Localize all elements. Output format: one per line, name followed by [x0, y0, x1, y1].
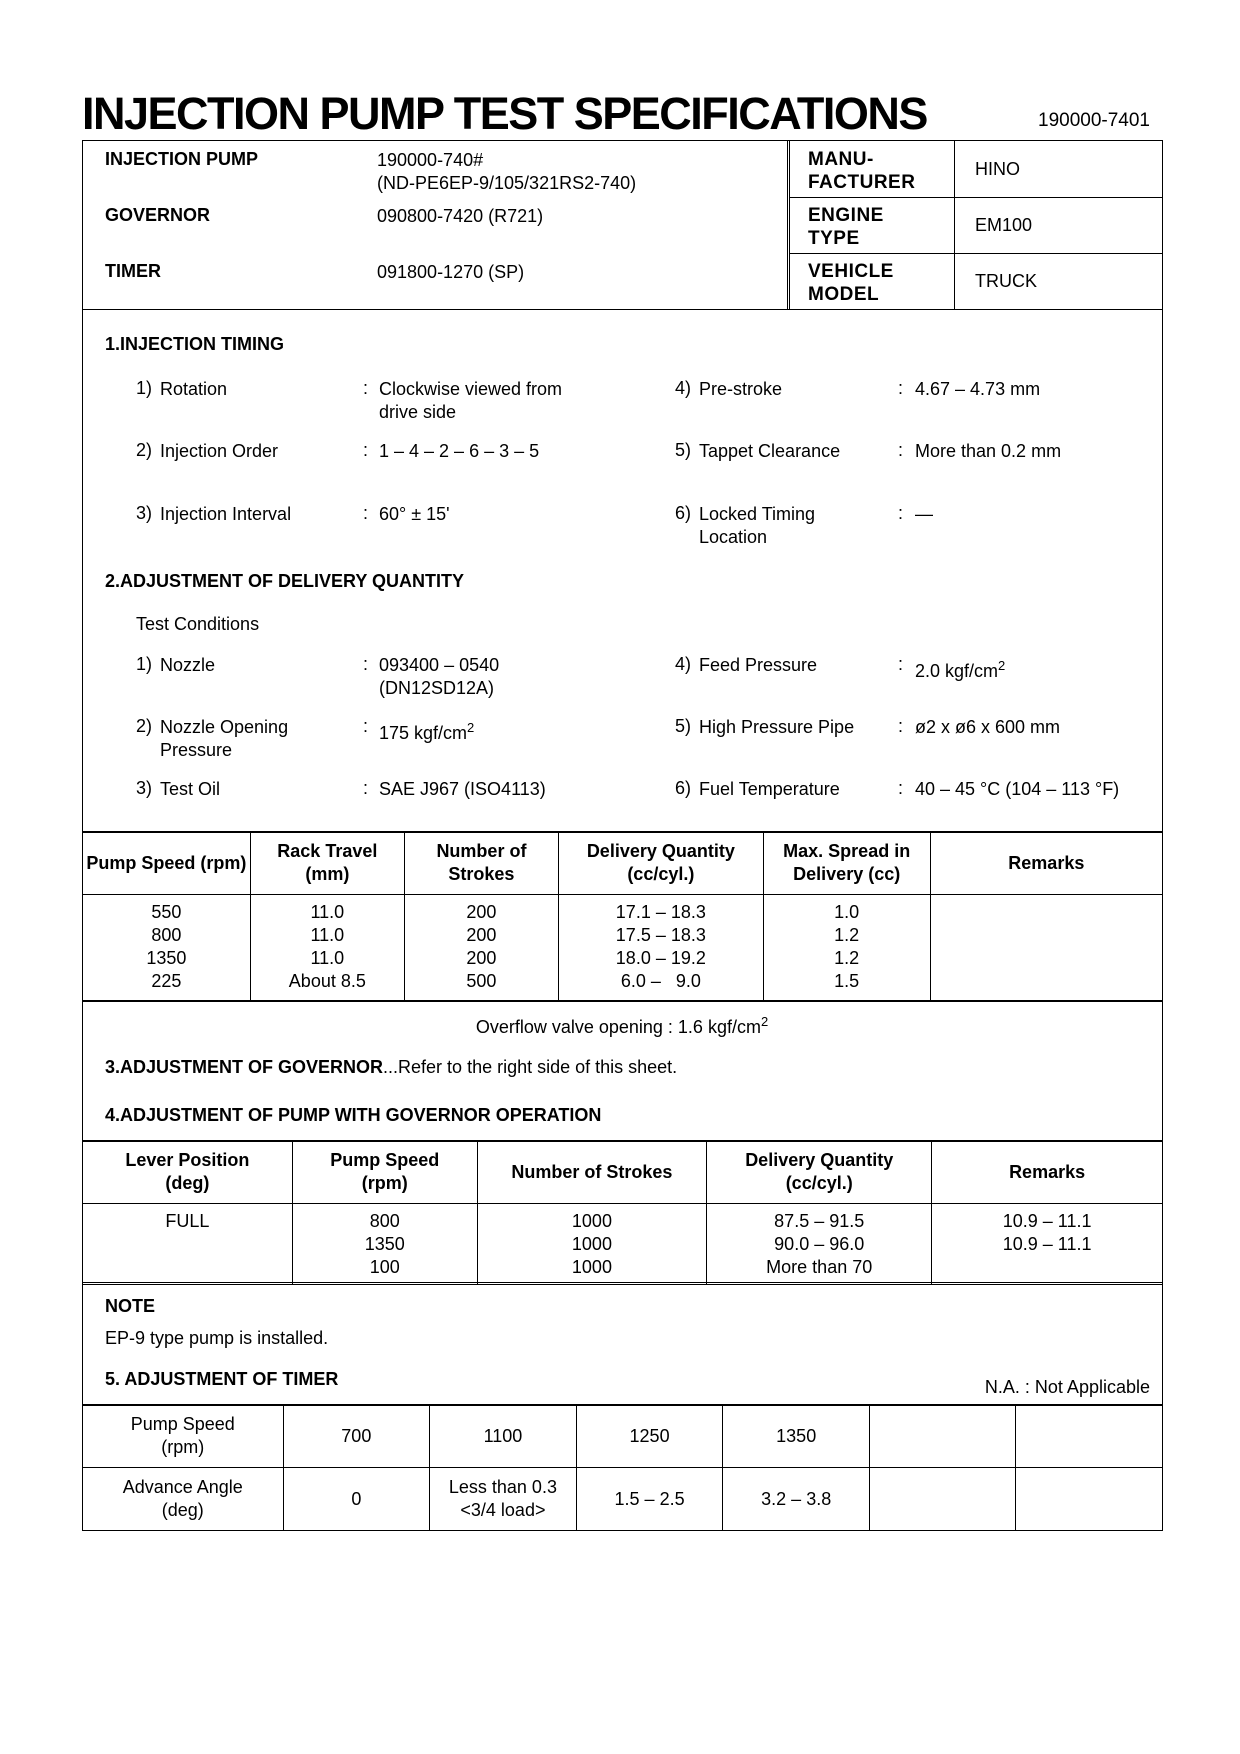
delivery-table-cell-line: 200 [466, 902, 497, 922]
item-label-line: Tappet Clearance [699, 441, 841, 461]
delivery-table-cell-line: 11.0 [310, 948, 345, 968]
delivery-table-cell-line: 1.0 [834, 902, 860, 922]
item-value-text: 2.0 kgf/cm [915, 661, 999, 681]
delivery-table-header-line: Max. Spread in [783, 841, 911, 861]
item-value-text: SAE J967 (ISO4113) [379, 779, 546, 799]
delivery-table-cell-line: About 8.5 [288, 971, 366, 991]
item-number: 3) [136, 778, 153, 798]
timer-cell-line: 0 [351, 1488, 362, 1509]
header-value-line: 090800-7420 (R721) [377, 206, 544, 226]
governor-table-cell-line: 1000 [571, 1234, 612, 1254]
item-label-line: Test Oil [160, 779, 221, 799]
governor-table-cell-line: 10.9 – 11.1 [1002, 1211, 1092, 1231]
header-rule-2 [790, 253, 1163, 254]
timer-cell-line: 1350 [776, 1425, 817, 1446]
delivery-table-cell-line: 18.0 – 19.2 [615, 948, 706, 968]
header-divider [787, 141, 790, 309]
delivery-table-cell-line: 1.2 [834, 925, 860, 945]
delivery-table-cell-line: 17.1 – 18.3 [615, 902, 706, 922]
header-box [82, 140, 1163, 310]
delivery-table-cell [930, 895, 1162, 1002]
header-right-label [808, 204, 884, 250]
item-number: 1) [136, 378, 153, 398]
overflow-valve-text [83, 1014, 1161, 1038]
delivery-table-cell [763, 895, 930, 1002]
governor-table-header [932, 1141, 1163, 1204]
header-right-label-line: MANU- [808, 149, 874, 170]
delivery-table-header [404, 832, 558, 895]
timer-cell-line: 1.5 – 2.5 [614, 1488, 685, 1509]
item-value-line [915, 503, 933, 526]
item-label-line: Locked Timing [699, 504, 816, 524]
item-value-text: 1 – 4 – 2 – 6 – 3 – 5 [379, 441, 540, 461]
header-right-value: HINO [975, 159, 1020, 179]
timer-cell [283, 1405, 430, 1468]
delivery-table-header-line: Remarks [1008, 852, 1085, 873]
item-label-line: Injection Order [160, 441, 279, 461]
item-label [699, 778, 840, 801]
item-number: 3) [136, 503, 153, 523]
delivery-table-cell-line: 225 [151, 971, 182, 991]
governor-table-header-line: Delivery Quantity [745, 1150, 894, 1170]
item-colon: : [363, 503, 369, 523]
item-label [160, 503, 291, 526]
section-box-3-4 [82, 1000, 1163, 1142]
item-label [699, 503, 815, 549]
governor-table-header-line: (cc/cyl.) [785, 1173, 853, 1193]
governor-table-header-line: Pump Speed [330, 1150, 440, 1170]
section-box-1-2 [82, 309, 1163, 833]
item-value-text: — [915, 504, 933, 524]
note-heading: NOTE [105, 1296, 156, 1316]
delivery-table-header-line: Strokes [448, 864, 515, 884]
delivery-table-header [763, 832, 930, 895]
governor-table-header-line: (rpm) [361, 1173, 408, 1193]
item-value-line [379, 378, 562, 401]
item-label-line: Feed Pressure [699, 655, 818, 675]
item-value-text: Clockwise viewed from [379, 379, 563, 399]
header-right-value: TRUCK [975, 271, 1037, 291]
governor-table-cell-line: 1350 [364, 1234, 405, 1254]
item-value-line [915, 378, 1040, 401]
delivery-table-header-line: Delivery (cc) [793, 864, 901, 884]
delivery-table-header-line: Pump Speed (rpm) [86, 852, 247, 873]
governor-table-header-line: Remarks [1009, 1161, 1086, 1182]
timer-cell [870, 1405, 1016, 1468]
timer-cell [576, 1468, 723, 1531]
header-divider-2 [954, 141, 955, 309]
item-label-line: Rotation [160, 379, 228, 399]
delivery-table-cell-line: 1.5 [834, 971, 860, 991]
item-label [699, 654, 817, 677]
header-right-label-line: TYPE [808, 228, 860, 249]
item-value [379, 716, 474, 745]
delivery-table-header-line: (cc/cyl.) [627, 864, 695, 884]
governor-table-cell [932, 1204, 1163, 1285]
delivery-table-cell-line: 550 [151, 902, 182, 922]
item-value [915, 440, 1061, 463]
header-right-label-line: VEHICLE [808, 261, 894, 282]
section3-text: ...Refer to the right side of this sheet. [383, 1057, 678, 1077]
delivery-table-header [250, 832, 404, 895]
section5-heading: 5. ADJUSTMENT OF TIMER [105, 1369, 339, 1389]
governor-table-header [477, 1141, 707, 1204]
item-colon: : [363, 778, 369, 798]
item-value-line [915, 440, 1061, 463]
governor-table-cell [477, 1204, 707, 1285]
timer-row-label-line: Advance Angle [122, 1477, 243, 1497]
timer-row-label-line: (deg) [161, 1500, 204, 1520]
header-label: GOVERNOR [105, 205, 211, 225]
header-value-line: (ND-PE6EP-9/105/321RS2-740) [377, 173, 637, 193]
header-right-label-line: FACTURER [808, 172, 916, 193]
item-label [160, 378, 227, 401]
item-number: 1) [136, 654, 153, 674]
timer-cell [430, 1405, 577, 1468]
delivery-table-cell-line: 6.0 – 9.0 [620, 971, 701, 991]
item-value-line [379, 778, 546, 801]
item-colon: : [898, 654, 904, 674]
timer-cell-line: Less than 0.3 [448, 1477, 557, 1497]
item-value-text: 093400 – 0540 [379, 655, 500, 675]
governor-operation-table [82, 1140, 1163, 1285]
item-value-text: drive side [379, 402, 457, 422]
item-label [160, 716, 288, 762]
item-number: 4) [675, 378, 692, 398]
governor-table-cell-line: 87.5 – 91.5 [774, 1211, 865, 1231]
item-value-sup: 2 [467, 720, 475, 735]
delivery-table-cell-line: 11.0 [310, 925, 345, 945]
item-value [915, 503, 933, 526]
governor-table-cell-line: 1000 [571, 1211, 612, 1231]
item-value-sup: 2 [998, 658, 1006, 673]
header-value [377, 149, 636, 195]
item-colon: : [898, 503, 904, 523]
header-label: TIMER [105, 261, 161, 281]
delivery-table-cell-line: 1350 [146, 948, 187, 968]
item-colon: : [898, 378, 904, 398]
item-number: 2) [136, 440, 153, 460]
governor-table-cell [83, 1204, 293, 1285]
item-number: 5) [675, 716, 692, 736]
item-value-text: More than 0.2 mm [915, 441, 1062, 461]
header-right-label [808, 260, 894, 306]
timer-cell [283, 1468, 430, 1531]
governor-table-header [707, 1141, 932, 1204]
delivery-table-header-line: (mm) [305, 864, 350, 884]
timer-cell [1016, 1405, 1163, 1468]
delivery-table-cell-line: 500 [466, 971, 497, 991]
delivery-table-header [558, 832, 763, 895]
item-value-text: 4.67 – 4.73 mm [915, 379, 1041, 399]
delivery-table-cell-line: 17.5 – 18.3 [615, 925, 706, 945]
timer-cell-line: 3.2 – 3.8 [761, 1488, 832, 1509]
item-value [379, 378, 562, 424]
item-value-line [379, 503, 450, 526]
timer-cell [870, 1468, 1016, 1531]
delivery-table-cell-line: 11.0 [310, 902, 345, 922]
timer-cell-line: <3/4 load> [460, 1500, 546, 1520]
document-number: 190000-7401 [1038, 110, 1150, 131]
section4-heading: 4.ADJUSTMENT OF PUMP WITH GOVERNOR OPERATION [105, 1105, 602, 1125]
item-value [379, 654, 499, 700]
item-value-text: ø2 x ø6 x 600 mm [915, 717, 1061, 737]
note-text: EP-9 type pump is installed. [105, 1328, 329, 1348]
timer-cell-line: 1250 [629, 1425, 670, 1446]
item-label-line: High Pressure Pipe [699, 717, 855, 737]
item-number: 5) [675, 440, 692, 460]
timer-cell-line: 1100 [483, 1425, 523, 1446]
note-box [82, 1282, 1163, 1406]
delivery-table-header-line: Number of [436, 841, 527, 861]
item-value-text: 40 – 45 °C (104 – 113 °F) [915, 779, 1120, 799]
test-conditions-label: Test Conditions [136, 614, 260, 634]
item-label-line: Nozzle Opening [160, 717, 289, 737]
timer-row-label-line: Pump Speed [130, 1414, 235, 1434]
timer-cell [723, 1468, 870, 1531]
item-number: 6) [675, 778, 692, 798]
governor-table-cell-line: 90.0 – 96.0 [774, 1234, 865, 1254]
item-number: 2) [136, 716, 153, 736]
item-label-line: Location [699, 527, 768, 547]
delivery-quantity-table [82, 831, 1163, 1002]
timer-cell [723, 1405, 870, 1468]
item-value-line [379, 401, 562, 424]
delivery-table-header-line: Rack Travel [277, 841, 378, 861]
governor-table-cell-line: 1000 [571, 1257, 612, 1277]
item-label [699, 440, 840, 463]
item-value-line [915, 654, 1005, 683]
item-label [699, 716, 854, 739]
item-value [379, 503, 450, 526]
item-colon: : [363, 716, 369, 736]
item-value [915, 778, 1119, 801]
timer-cell-line: 700 [341, 1425, 372, 1446]
timer-row-label [83, 1468, 284, 1531]
item-value [379, 440, 539, 463]
header-label: INJECTION PUMP [105, 149, 259, 169]
timer-table [82, 1404, 1163, 1531]
header-value-line: 091800-1270 (SP) [377, 262, 525, 282]
item-label-line: Nozzle [160, 655, 216, 675]
timer-cell [1016, 1468, 1163, 1531]
item-value [379, 778, 546, 801]
delivery-table-cell [250, 895, 404, 1002]
item-label-line: Injection Interval [160, 504, 292, 524]
governor-table-cell-line: FULL [165, 1211, 210, 1231]
delivery-table-cell [558, 895, 763, 1002]
section3-line [105, 1057, 677, 1078]
item-number: 6) [675, 503, 692, 523]
governor-table-header [292, 1141, 477, 1204]
timer-row-label [83, 1405, 284, 1468]
governor-table-cell [707, 1204, 932, 1285]
delivery-table-cell-line: 200 [466, 948, 497, 968]
item-number: 4) [675, 654, 692, 674]
na-legend: N.A. : Not Applicable [984, 1377, 1150, 1397]
item-value-line [379, 654, 499, 677]
item-value-text: (DN12SD12A) [379, 678, 495, 698]
governor-table-cell-line: 800 [369, 1211, 400, 1231]
delivery-table-cell-line: 200 [466, 925, 497, 945]
section3-heading: 3.ADJUSTMENT OF GOVERNOR [105, 1057, 384, 1077]
item-value-text: 60° ± 15' [379, 504, 450, 524]
header-value [377, 261, 524, 284]
item-value [915, 378, 1040, 401]
item-label [160, 654, 215, 677]
item-colon: : [898, 778, 904, 798]
delivery-table-cell [83, 895, 251, 1002]
delivery-table-header [83, 832, 251, 895]
item-colon: : [363, 378, 369, 398]
header-value [377, 205, 543, 228]
page-title: INJECTION PUMP TEST SPECIFICATIONS [82, 88, 927, 139]
header-right-label-line: ENGINE [808, 205, 884, 226]
governor-table-header [83, 1141, 293, 1204]
item-label-line: Pressure [160, 740, 233, 760]
governor-table-header-line: Lever Position [125, 1150, 250, 1170]
governor-table-cell-line: More than 70 [766, 1257, 873, 1277]
delivery-table-cell [404, 895, 558, 1002]
overflow-valve-value: Overflow valve opening : 1.6 kgf/cm [475, 1017, 761, 1037]
governor-table-cell-line: 10.9 – 11.1 [1002, 1234, 1092, 1254]
delivery-table-header [930, 832, 1162, 895]
delivery-table-cell-line: 800 [151, 925, 182, 945]
governor-table-cell [292, 1204, 477, 1285]
item-colon: : [363, 440, 369, 460]
header-right-value: EM100 [975, 215, 1033, 235]
item-value [915, 654, 1005, 683]
item-label [160, 778, 220, 801]
item-label [160, 440, 278, 463]
timer-cell [576, 1405, 723, 1468]
governor-table-header-line: Number of Strokes [511, 1161, 673, 1182]
item-label [699, 378, 782, 401]
header-right-label [808, 148, 915, 194]
governor-table-cell-line: 100 [369, 1257, 400, 1277]
item-colon: : [363, 654, 369, 674]
header-rule-1 [790, 197, 1163, 198]
overflow-valve-unit-sup: 2 [760, 1014, 769, 1029]
governor-table-header-line: (deg) [165, 1173, 210, 1193]
timer-row-label-line: (rpm) [161, 1437, 205, 1457]
section1-heading: 1.INJECTION TIMING [105, 334, 285, 354]
item-colon: : [898, 440, 904, 460]
delivery-table-header-line: Delivery Quantity [586, 841, 735, 861]
item-value-line [915, 716, 1060, 739]
item-value-line [379, 716, 474, 745]
item-value-line [379, 677, 499, 700]
item-label-line: Fuel Temperature [699, 779, 840, 799]
header-value-line: 190000-740# [377, 150, 484, 170]
item-value-text: 175 kgf/cm [379, 723, 468, 743]
item-value-line [379, 440, 539, 463]
delivery-table-cell-line: 1.2 [834, 948, 860, 968]
header-right-label-line: MODEL [808, 284, 880, 305]
item-value-line [915, 778, 1119, 801]
timer-cell [430, 1468, 577, 1531]
item-value [915, 716, 1060, 739]
section2-heading: 2.ADJUSTMENT OF DELIVERY QUANTITY [105, 571, 465, 591]
item-colon: : [898, 716, 904, 736]
item-label-line: Pre-stroke [699, 379, 783, 399]
